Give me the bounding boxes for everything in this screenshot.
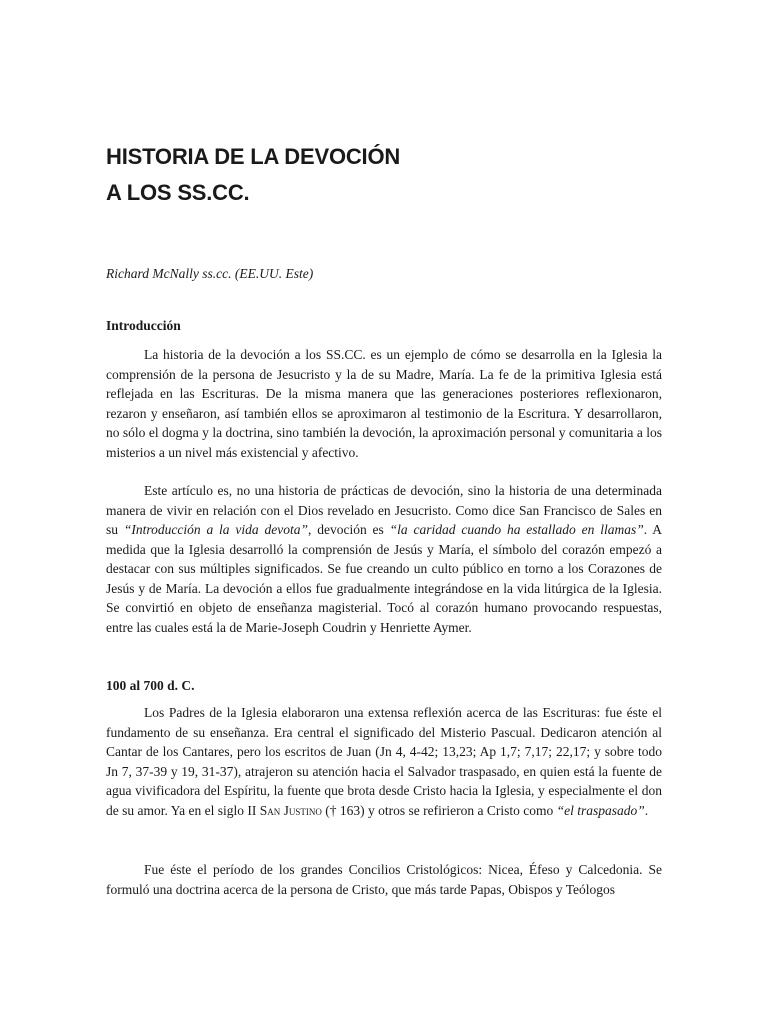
period-p1-smallcaps: II San Justino bbox=[247, 802, 322, 818]
section-heading-intro: Introducción bbox=[106, 318, 181, 333]
document-title bbox=[106, 139, 400, 211]
title-line-1: HISTORIA DE LA DEVOCIÓN bbox=[106, 144, 401, 169]
author-line: Richard McNally ss.cc. (EE.UU. Este) bbox=[106, 266, 314, 281]
period-p1-quote: “el traspasado” bbox=[556, 802, 645, 818]
period-p1-text-e: . bbox=[644, 802, 649, 818]
intro-p2-text-a: Este artículo es, no una historia de prácticas de devoción, sino la historia de una determinada manera de vivir en relación con el Dios revelado en Jesucristo. Como dice San Francisco de Sales en su bbox=[106, 483, 662, 537]
title-line-2: A LOS SS.CC. bbox=[106, 180, 250, 205]
intro-p2-quote-book: “Introducción a la vida devota” bbox=[123, 522, 308, 537]
intro-paragraph-1: La historia de la devoción a los SS.CC. es un ejemplo de cómo se desarrolla en la Iglesia la comprensión de la persona de Jesucristo y la de su Madre, María. La fe de la primitiva Iglesia está reflejada en las Escrituras. De la misma manera que las generaciones posteriores reflexionaron, rezaron y enseñaron, así también ellos se aproximaron al testimonio de la Escritura. Y desarrollaron, no sólo el dogma y la doctrina, sino también la devoción, la aproximación personal y comunitaria a los misterios a un nivel más existencial y afectivo. bbox=[106, 347, 662, 460]
period-paragraph-2: Fue éste el período de los grandes Concilios Cristológicos: Nicea, Éfeso y Calcedonia. Se formuló una doctrina acerca de la persona de Cristo, que más tarde Papas, Obispos y Teólogos bbox=[106, 862, 662, 897]
period-p1-text-a: Los Padres de la Iglesia elaboraron una extensa reflexión acerca de las Escrituras: fue éste el fundamento de su enseñanza. Era central el significado del Misterio Pascual. Dedicaron atención al Cantar de los Cantares, pero los escritos de Juan (Jn 4, 4-42; 13,23; Ap 1,7; 7,17; 22,17; y sobre todo Jn 7, 37-39 y 19, 31-37), atrajeron su atención hacia el Salvador traspasado, en quien está la fuente de agua vivificadora del Espíritu, la fuente que brota desde Cristo hacia la Iglesia, y especialmente el don de su amor. Ya en el siglo bbox=[106, 705, 662, 818]
period-paragraph-1 bbox=[106, 703, 662, 820]
section-heading-period: 100 al 700 d. C. bbox=[106, 678, 195, 693]
intro-p2-quote-charity: “la caridad cuando ha estallado en llamas” bbox=[389, 522, 644, 537]
intro-paragraph-2 bbox=[106, 481, 662, 637]
intro-p2-text-c: , devoción es bbox=[308, 522, 390, 537]
intro-p2-text-e: . A medida que la Iglesia desarrolló la comprensión de Jesús y María, el símbolo del corazón empezó a destacar con sus múltiples significados. Se fue creando un culto público en torno a los Corazones de Jesús y de María. La devoción a ellos fue gradualmente integrándose en la vida litúrgica de la Iglesia. Se convirtió en objeto de enseñanza magisterial. Tocó al corazón humano provocando respuestas, entre las cuales está la de Marie-Joseph Coudrin y Henriette Aymer. bbox=[106, 522, 662, 635]
period-p1-text-c: († 163) y otros se refirieron a Cristo como bbox=[321, 802, 557, 818]
